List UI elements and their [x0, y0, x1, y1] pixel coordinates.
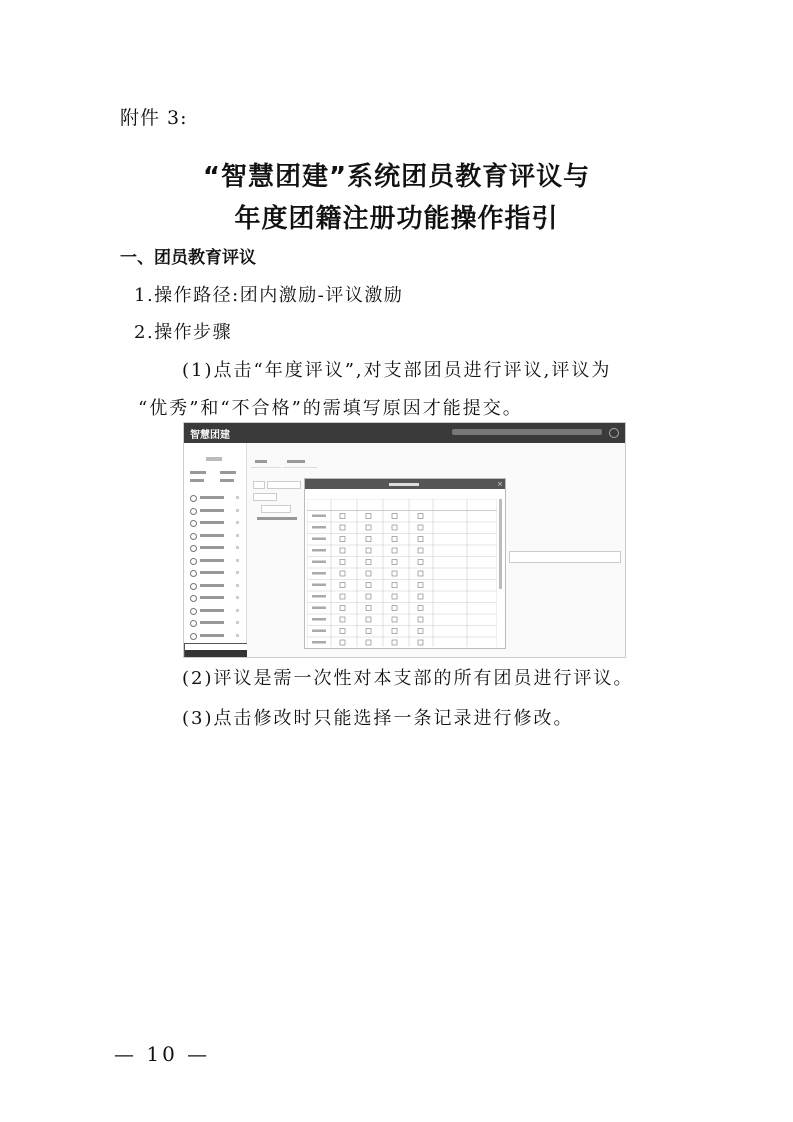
radio-option	[418, 571, 423, 576]
operation-steps-heading: 2.操作步骤	[134, 322, 233, 343]
sidebar-stat	[190, 479, 204, 482]
chevron-icon	[236, 509, 239, 512]
chevron-icon	[236, 584, 239, 587]
menu-item-label	[200, 546, 224, 549]
sidebar-menu-item[interactable]	[188, 493, 242, 503]
top-info-bar	[452, 429, 602, 435]
menu-item-label	[200, 559, 224, 562]
menu-item-label	[200, 534, 224, 537]
radio-option	[340, 640, 345, 645]
sidebar-menu-item[interactable]	[188, 581, 242, 591]
menu-item-label	[200, 509, 224, 512]
menu-item-icon	[190, 495, 197, 502]
attachment-label: 附件 3:	[120, 107, 188, 129]
menu-item-icon	[190, 533, 197, 540]
member-name	[312, 584, 326, 587]
sidebar-stat	[220, 471, 236, 474]
sidebar-menu-item[interactable]	[188, 518, 242, 528]
document-title-line2: 年度团籍注册功能操作指引	[234, 204, 559, 234]
sidebar-menu-item[interactable]	[188, 593, 242, 603]
radio-option	[418, 548, 423, 553]
chevron-icon	[236, 546, 239, 549]
menu-item-label	[200, 596, 224, 599]
radio-option	[418, 514, 423, 519]
section-heading: 一、团员教育评议	[120, 248, 256, 268]
app-top-bar	[184, 423, 625, 443]
paragraph-1-line2: “优秀”和“不合格”的需填写原因才能提交。	[138, 398, 523, 419]
background-table-header	[509, 551, 621, 563]
radio-option	[418, 640, 423, 645]
menu-item-icon	[190, 608, 197, 615]
radio-option	[340, 537, 345, 542]
menu-item-label	[200, 571, 224, 574]
member-name	[312, 515, 326, 518]
org-logo	[206, 457, 222, 461]
chevron-icon	[236, 596, 239, 599]
document-title-line1: “智慧团建”系统团员教育评议与	[202, 162, 591, 192]
chevron-icon	[236, 621, 239, 624]
chevron-icon	[236, 521, 239, 524]
sidebar-menu-item[interactable]	[188, 531, 242, 541]
menu-item-icon	[190, 583, 197, 590]
filter-select[interactable]	[253, 493, 277, 501]
radio-option	[418, 560, 423, 565]
radio-option	[392, 594, 397, 599]
radio-option	[366, 583, 371, 588]
radio-option	[366, 594, 371, 599]
app-brand: 智慧团建	[190, 430, 230, 441]
radio-option	[366, 617, 371, 622]
menu-item-label	[200, 609, 224, 612]
paragraph-3: (3)点击修改时只能选择一条记录进行修改。	[182, 708, 574, 729]
chevron-icon	[236, 496, 239, 499]
annual-review-button[interactable]	[261, 505, 291, 513]
filter-label	[253, 481, 265, 489]
radio-option	[366, 629, 371, 634]
radio-option	[392, 606, 397, 611]
sidebar-stat	[190, 471, 206, 474]
system-screenshot	[183, 422, 626, 658]
app-main	[247, 443, 625, 657]
paragraph-1-line1: (1)点击“年度评议”,对支部团员进行评议,评议为	[182, 360, 612, 381]
radio-option	[392, 525, 397, 530]
member-name	[312, 561, 326, 564]
modal-header	[305, 479, 505, 489]
sidebar-menu-item[interactable]	[188, 568, 242, 578]
member-name	[312, 572, 326, 575]
sidebar-menu-item[interactable]	[188, 506, 242, 516]
menu-item-icon	[190, 545, 197, 552]
radio-option	[392, 560, 397, 565]
menu-item-icon	[190, 595, 197, 602]
radio-option	[340, 514, 345, 519]
member-name	[312, 618, 326, 621]
radio-option	[392, 548, 397, 553]
chevron-icon	[236, 534, 239, 537]
member-name	[312, 595, 326, 598]
radio-option	[340, 548, 345, 553]
page-number: — 10 —	[114, 1042, 211, 1066]
radio-option	[340, 629, 345, 634]
radio-option	[340, 560, 345, 565]
radio-option	[366, 640, 371, 645]
chevron-icon	[236, 571, 239, 574]
member-name	[312, 630, 326, 633]
menu-item-label	[200, 521, 224, 524]
sidebar-stat	[220, 479, 234, 482]
review-table	[307, 499, 497, 647]
radio-option	[340, 606, 345, 611]
radio-option	[418, 525, 423, 530]
sidebar-menu-item[interactable]	[188, 556, 242, 566]
radio-option	[340, 594, 345, 599]
menu-item-icon	[190, 570, 197, 577]
submenu-item-annual-review[interactable]	[185, 650, 247, 658]
radio-option	[366, 606, 371, 611]
chevron-icon	[236, 609, 239, 612]
sidebar-menu-item[interactable]	[188, 618, 242, 628]
radio-option	[340, 617, 345, 622]
radio-option	[340, 571, 345, 576]
member-name	[312, 607, 326, 610]
radio-option	[418, 594, 423, 599]
member-name	[312, 526, 326, 529]
chevron-icon	[236, 559, 239, 562]
radio-option	[392, 514, 397, 519]
menu-item-icon	[190, 520, 197, 527]
radio-option	[392, 537, 397, 542]
radio-option	[366, 537, 371, 542]
radio-option	[392, 629, 397, 634]
radio-option	[366, 548, 371, 553]
radio-option	[366, 514, 371, 519]
radio-option	[340, 525, 345, 530]
member-name	[312, 549, 326, 552]
menu-item-label	[200, 634, 224, 637]
radio-option	[418, 617, 423, 622]
menu-item-icon	[190, 633, 197, 640]
menu-item-icon	[190, 508, 197, 515]
radio-option	[366, 525, 371, 530]
sidebar-menu-item[interactable]	[188, 543, 242, 553]
app-sidebar	[184, 443, 247, 657]
hint-text	[257, 517, 297, 520]
modal-title	[389, 483, 419, 486]
menu-item-label	[200, 621, 224, 624]
tab-home[interactable]	[251, 457, 281, 468]
radio-option	[392, 640, 397, 645]
member-name	[312, 641, 326, 644]
radio-option	[392, 583, 397, 588]
radio-option	[418, 583, 423, 588]
close-icon[interactable]: ×	[497, 480, 503, 488]
menu-item-label	[200, 584, 224, 587]
menu-item-icon	[190, 620, 197, 627]
menu-item-label	[200, 496, 224, 499]
radio-option	[366, 560, 371, 565]
submenu-box	[184, 643, 248, 658]
chevron-icon	[236, 634, 239, 637]
tab-review[interactable]	[283, 457, 317, 468]
radio-option	[418, 537, 423, 542]
filter-field[interactable]	[267, 481, 301, 489]
radio-option	[418, 606, 423, 611]
radio-option	[418, 629, 423, 634]
member-name	[312, 538, 326, 541]
menu-item-icon	[190, 558, 197, 565]
paragraph-2: (2)评议是需一次性对本支部的所有团员进行评议。	[182, 668, 634, 689]
user-icon[interactable]	[609, 428, 619, 438]
scrollbar[interactable]	[499, 499, 502, 589]
operation-path: 1.操作路径:团内激励-评议激励	[134, 285, 404, 306]
radio-option	[366, 571, 371, 576]
radio-option	[392, 571, 397, 576]
radio-option	[392, 617, 397, 622]
sidebar-menu-item[interactable]	[188, 606, 242, 616]
review-modal	[304, 478, 506, 649]
radio-option	[340, 583, 345, 588]
sidebar-menu-item[interactable]	[188, 631, 242, 641]
